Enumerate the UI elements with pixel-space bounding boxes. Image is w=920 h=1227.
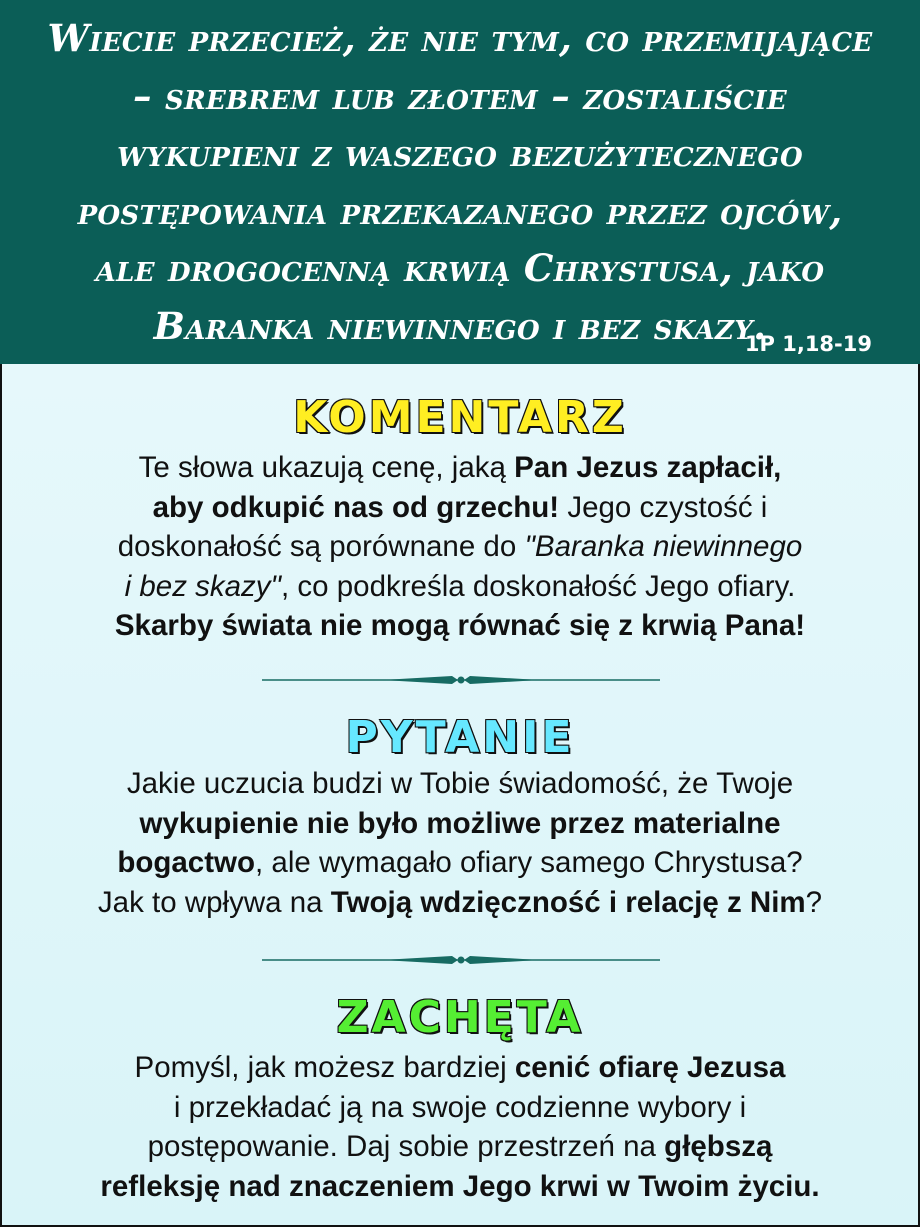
text-run-bold: refleksję nad znaczeniem Jego krwi w Twoim życiu. xyxy=(100,1169,820,1203)
komentarz-heading: KOMENTARZ xyxy=(293,392,627,443)
content-panel xyxy=(0,364,920,1227)
verse-line: Wiecie przecież, że nie tym, co przemijające xyxy=(47,16,873,60)
text-run: Te słowa ukazują cenę, jaką xyxy=(138,451,515,484)
verse-line: postępowania przekazanego przez ojców, xyxy=(77,188,843,233)
verse-line: ale drogocenną krwią Chrystusa, jako xyxy=(95,246,825,290)
zacheta-heading: ZACHĘTA xyxy=(336,992,584,1043)
ornamental-divider xyxy=(262,673,660,687)
text-run: Jak to wpływa na xyxy=(97,885,331,919)
text-run: ? xyxy=(805,885,823,919)
komentarz-text xyxy=(25,448,895,646)
verse-line: – srebrem lub złotem – zostaliście xyxy=(133,73,787,118)
text-run-bold: Twoją wdzięczność i relację z Nim xyxy=(330,885,806,919)
text-run: i przekładać ją na swoje codzienne wybory i xyxy=(173,1090,747,1124)
text-run: doskonałość są porównane do xyxy=(117,530,525,563)
text-run-bold: Pan Jezus zapłacił, xyxy=(514,451,782,484)
pytanie-heading: PYTANIE xyxy=(345,712,575,763)
text-run-italic: i bez skazy" xyxy=(124,569,282,603)
zacheta-section xyxy=(2,994,918,1206)
verse-header xyxy=(0,0,920,364)
ornamental-divider xyxy=(262,953,660,967)
text-run: , ale wymagało ofiary samego Chrystusa? xyxy=(255,846,803,879)
pytanie-section xyxy=(2,714,918,922)
text-run: Pomyśl, jak możesz bardziej xyxy=(134,1051,515,1084)
text-run: Jego czystość i xyxy=(559,490,768,524)
text-run-bold: cenić ofiarę Jezusa xyxy=(514,1051,786,1084)
verse-line: Baranka niewinnego i bez skazy. xyxy=(153,303,767,348)
text-run-italic: "Baranka niewinnego xyxy=(524,530,803,563)
verse-line: wykupieni z waszego bezużytecznego xyxy=(117,131,803,175)
verse-reference: 1P 1,18-19 xyxy=(744,332,872,356)
text-run-bold: wykupienie nie było możliwe przez materialne xyxy=(139,806,781,840)
text-run: , co podkreśla doskonałość Jego ofiary. xyxy=(281,569,796,603)
verse-text xyxy=(20,10,900,355)
pytanie-text xyxy=(25,764,895,922)
text-run: Jakie uczucia budzi w Tobie świadomość, że Twoje xyxy=(126,767,794,800)
text-run-bold: Skarby świata nie mogą równać się z krwią Pana! xyxy=(114,609,806,642)
komentarz-section xyxy=(2,394,918,646)
text-run: postępowanie. Daj sobie przestrzeń na xyxy=(147,1130,665,1163)
text-run-bold: aby odkupić nas od grzechu! xyxy=(152,490,560,524)
zacheta-text xyxy=(25,1048,895,1206)
text-run-bold: głębszą xyxy=(664,1130,773,1163)
text-run-bold: bogactwo xyxy=(117,846,256,879)
